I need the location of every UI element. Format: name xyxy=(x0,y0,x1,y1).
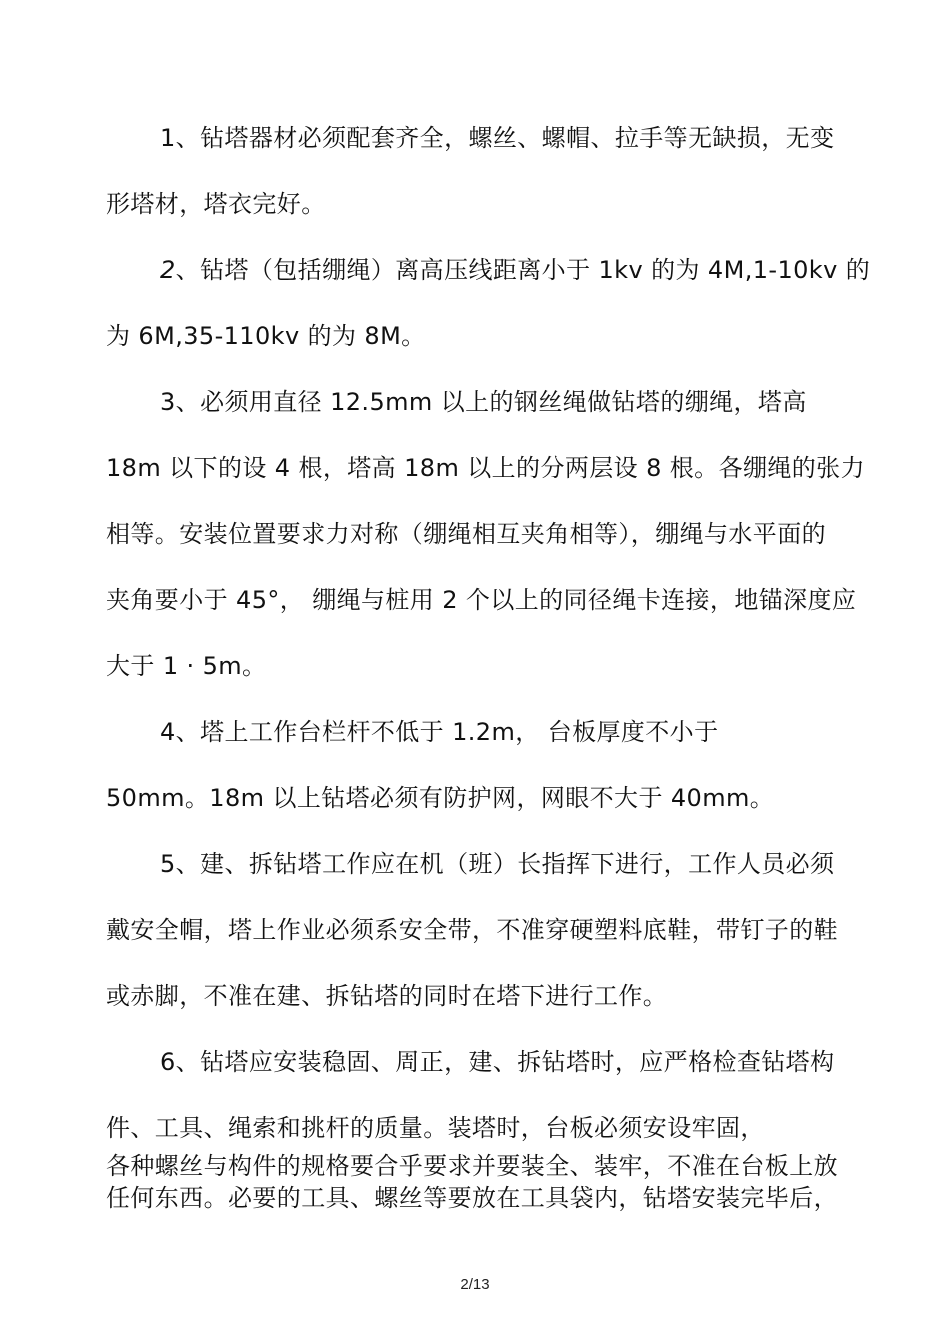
paragraph-3-line-2: 18m 以下的设 4 根，塔高 18m 以上的分两层设 8 根。各绷绳的张力 xyxy=(106,454,865,482)
paragraph-6-line-4: 任何东西。必要的工具、螺丝等要放在工具袋内，钻塔安装完毕后， xyxy=(106,1184,838,1212)
paragraph-5-line-2: 戴安全帽，塔上作业必须系安全带，不准穿硬塑料底鞋，带钉子的鞋 xyxy=(106,916,838,944)
paragraph-3-line-3: 相等。安装位置要求力对称（绷绳相互夹角相等），绷绳与水平面的 xyxy=(106,520,826,548)
paragraph-1-line-2: 形塔材，塔衣完好。 xyxy=(106,190,326,218)
paragraph-2-line-1-text: 、钻塔（包括绷绳）离高压线距离小于 1kv 的为 4M,1-10kv 的 xyxy=(175,256,871,284)
paragraph-1-line-1: 1、钻塔器材必须配套齐全，螺丝、螺帽、拉手等无缺损，无变 xyxy=(160,124,835,152)
paragraph-4-line-1: 4、塔上工作台栏杆不低于 1.2m， 台板厚度不小于 xyxy=(160,718,719,746)
paragraph-2-number: 2 xyxy=(160,256,176,284)
paragraph-3-line-4: 夹角要小于 45°， 绷绳与桩用 2 个以上的同径绳卡连接，地锚深度应 xyxy=(106,586,857,614)
paragraph-3-line-5: 大于 1 · 5m。 xyxy=(106,652,267,680)
paragraph-6-line-1: 6、钻塔应安装稳固、周正，建、拆钻塔时，应严格检查钻塔构 xyxy=(160,1048,835,1076)
paragraph-5-line-1: 5、建、拆钻塔工作应在机（班）长指挥下进行，工作人员必须 xyxy=(160,850,835,878)
paragraph-5-line-3: 或赤脚，不准在建、拆钻塔的同时在塔下进行工作。 xyxy=(106,982,668,1010)
paragraph-2-line-2: 为 6M,35-110kv 的为 8M。 xyxy=(106,322,426,350)
page-number: 2/13 xyxy=(460,1276,490,1293)
paragraph-2-line-1 xyxy=(160,254,870,286)
paragraph-3-line-1: 3、必须用直径 12.5mm 以上的钢丝绳做钻塔的绷绳，塔高 xyxy=(160,388,807,416)
paragraph-4-line-2: 50mm。18m 以上钻塔必须有防护网，网眼不大于 40mm。 xyxy=(106,784,775,812)
paragraph-6-line-3: 各种螺丝与构件的规格要合乎要求并要装全、装牢，不准在台板上放 xyxy=(106,1152,838,1180)
paragraph-6-line-2: 件、工具、绳索和挑杆的质量。装塔时，台板必须安设牢固， xyxy=(106,1114,765,1142)
